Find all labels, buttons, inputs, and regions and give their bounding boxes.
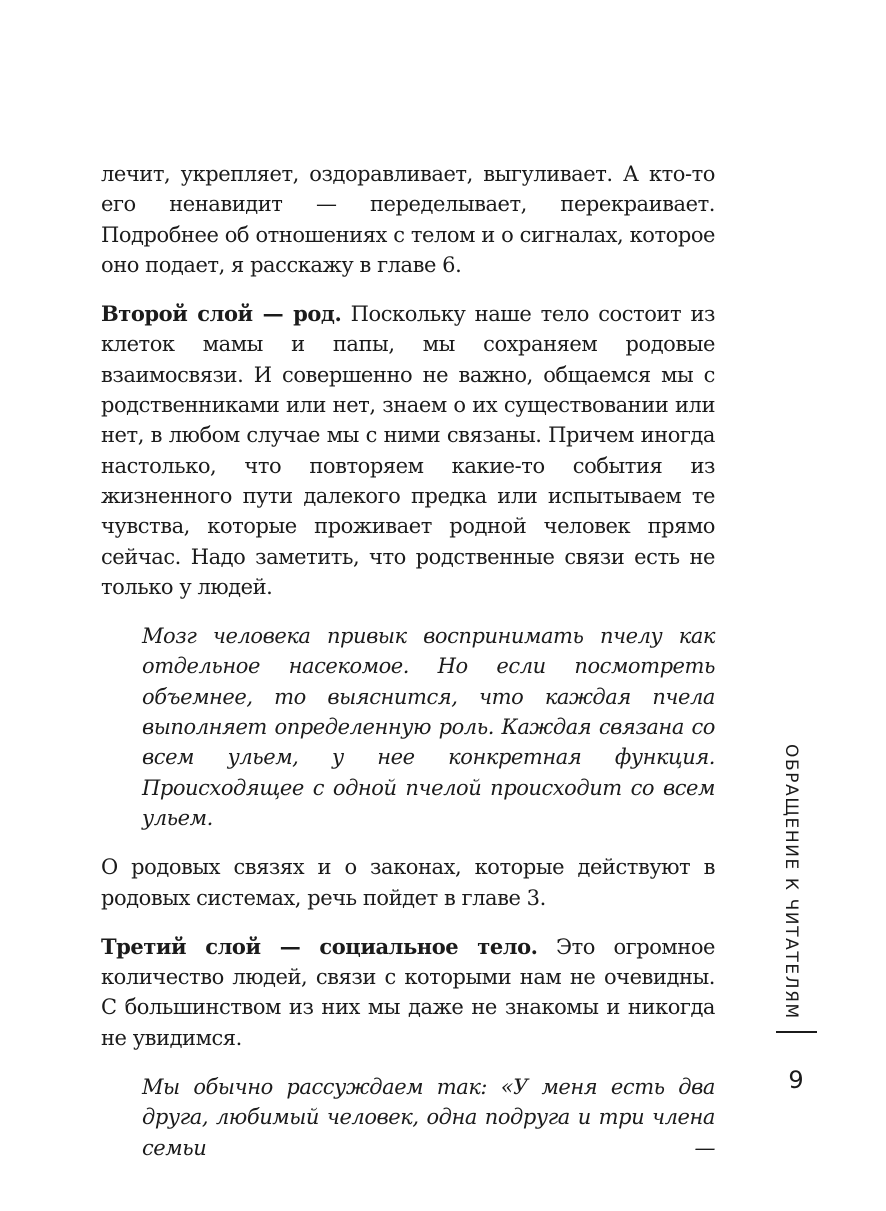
quote-bee: Мозг человека привык воспринимать пчелу как отдельное насекомое. Но если посмотреть объемнее, то выяснится, что каждая пчела выполняет определенную роль. Каждая связана со всем ульем, у нее конкретная функция. Происходящее с одной пчелой происходит со всем ульем.	[142, 624, 715, 830]
folio-divider	[776, 1031, 817, 1033]
page-body	[101, 159, 715, 1182]
paragraph-second-layer	[101, 299, 715, 602]
page-number: 9	[788, 1066, 804, 1094]
second-layer-text: Поскольку наше тело состоит из клеток мамы и папы, мы сохраняем родовые взаимосвязи. И совершенно не важно, общаемся мы с родственниками или нет, знаем о их существовании или нет, в любом случае мы с ними связаны. Причем иногда настолько, что повторяем какие-то события из жизненного пути далекого предка или испытываем те чувства, которые проживает родной человек прямо сейчас. Надо заметить, что родственные связи есть не только у людей.	[101, 302, 715, 599]
third-layer-text: Это огромное количество людей, связи с которыми нам не очевидны. С большинством из них мы даже не знакомы и никогда не увидимся.	[101, 934, 715, 1050]
paragraph-intro: лечит, укрепляет, оздоравливает, выгуливает. А кто-то его ненавидит — переделывает, перекраивает. Подробнее об отношениях с телом и о сигналах, которое оно подает, я расскажу в главе 6.	[101, 162, 715, 277]
paragraph-third-layer	[101, 932, 715, 1053]
third-layer-heading: Третий слой — социальное тело.	[101, 933, 538, 959]
second-layer-heading: Второй слой — род.	[101, 301, 342, 327]
running-head: ОБРАЩЕНИЕ К ЧИТАТЕЛЯМ	[781, 744, 801, 1020]
quote-friends: Мы обычно рассуждаем так: «У меня есть два друга, любимый человек, одна подруга и три члена семьи —	[142, 1075, 715, 1160]
paragraph-family-laws: О родовых связях и о законах, которые действуют в родовых системах, речь пойдет в главе 3.	[101, 855, 715, 910]
